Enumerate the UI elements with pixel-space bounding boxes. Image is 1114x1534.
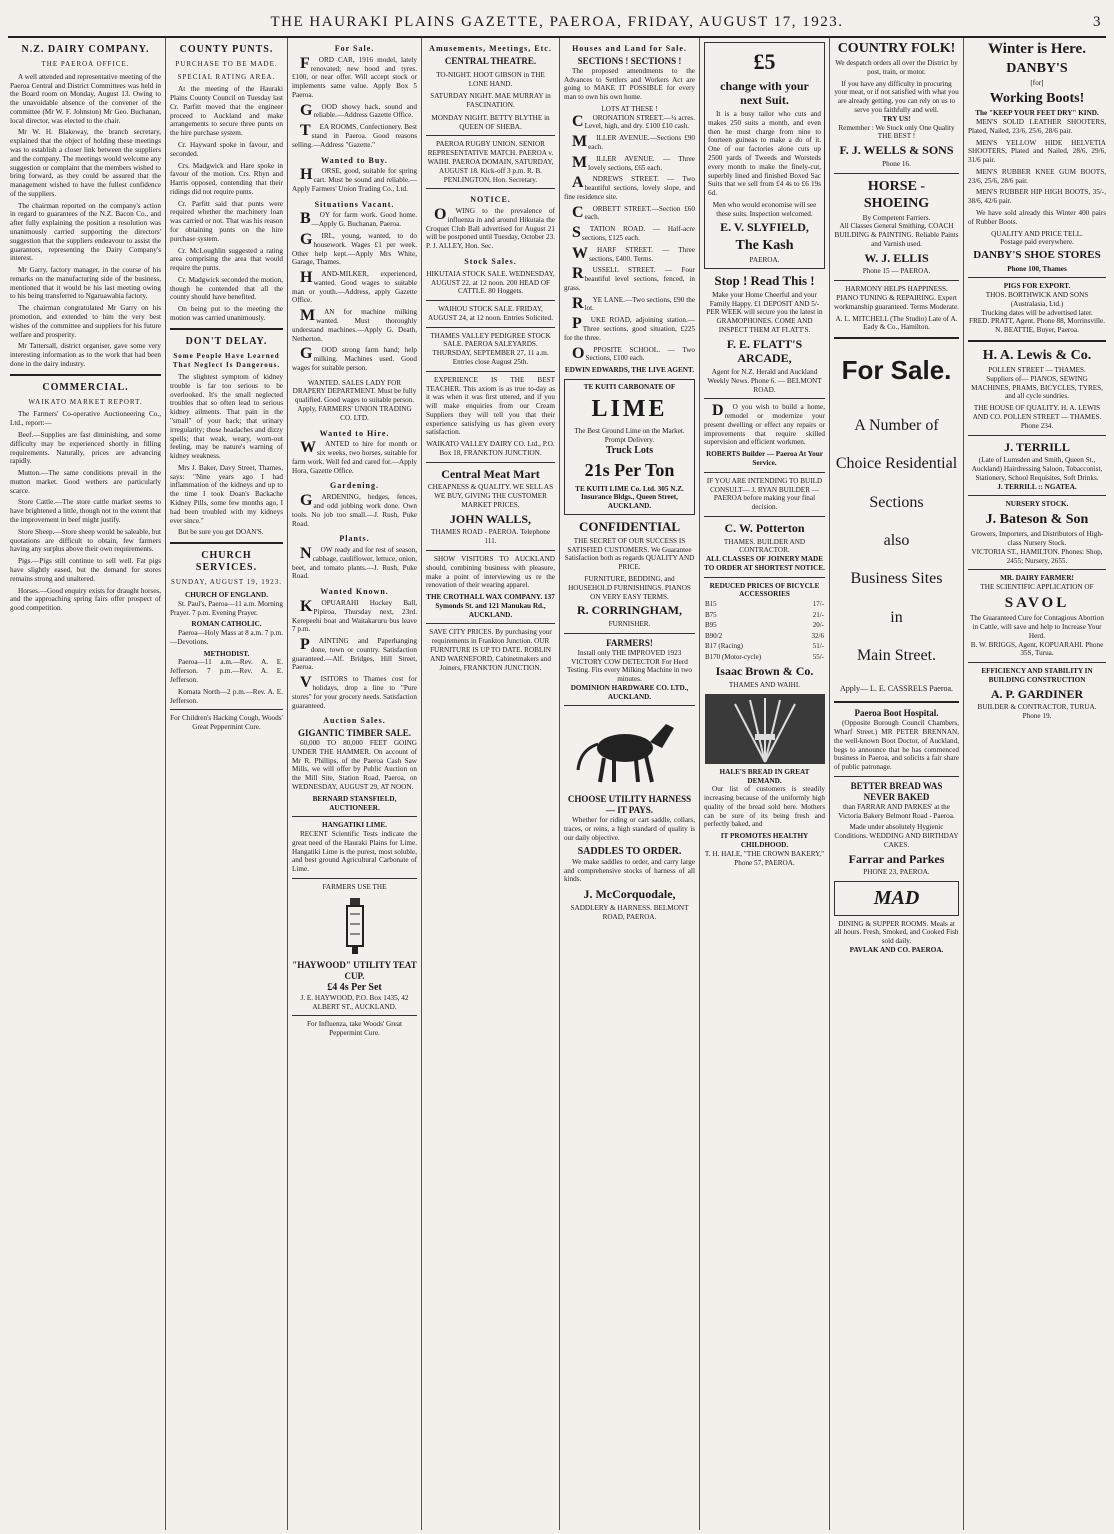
land-listing: WHARF STREET. — Three sections, £400. Terms. — [572, 244, 695, 263]
lime-ad-price: 21s Per Ton — [584, 459, 675, 480]
efficiency-heading: EFFICIENCY AND STABILITY IN BUILDING CONSTRUCTION — [981, 667, 1093, 684]
table-cell: 21/- — [812, 610, 824, 619]
classified-ad: GIRL, young, wanted, to do housework. Wages £1 per week. Other help kept.—Apply Mrs White, Garage, Thames. — [292, 230, 417, 267]
divider — [170, 542, 283, 544]
farmers-body: Install only THE IMPROVED 1923 VICTORY COW DETECTOR For Herd Testing. Fits every Milking Machine in two minutes. — [566, 648, 693, 684]
page-number: 3 — [1093, 14, 1102, 30]
paragraph: The chairman congratulated Mr Garry on his promotion, and extended to him the very best wishes of the committee and suppliers for his future welfare and prosperity. — [10, 304, 161, 339]
church-entry: Paeroa—11 a.m.—Rev. A. E. Jefferson. 7 p.m.—Rev. A. E. Jefferson. — [170, 658, 283, 685]
piano-tuning: HARMONY HELPS HAPPINESS. PIANO TUNING & REPAIRING. Expert workmanship guaranteed. Terms Moderate. — [834, 285, 959, 311]
land-listing: RUSSELL STREET. — Four beautiful level sections, fenced, in grass. — [564, 265, 695, 292]
article-heading: COUNTY PUNTS. — [179, 44, 274, 55]
paragraph: Crs. Madgwick and Hare spoke in favour of the motion. Crs. Rhyn and Harris opposed, contending that their ridings did not require punts. — [170, 161, 283, 196]
isaac-brown-sub: THAMES AND WAIHI. — [728, 681, 801, 690]
table-cell: B15 — [705, 600, 717, 609]
divider — [834, 173, 959, 174]
notice-body: OWING to the prevalence of influenza in and around Hikutaia the Croquet Club Ball advertised for August 21 will be postponed until Tuesday, October 23. P. J. ALLEY, Hon. Sec. — [426, 206, 555, 251]
classified-ad: TEA ROOMS, Confectionery. Best stand in Paeroa. Good reasons selling.—Address "Gazette." — [292, 122, 417, 149]
slyfield-name: E. V. SLYFIELD, — [720, 220, 809, 235]
table-row — [704, 631, 825, 642]
footer-note: For Influenza, take Woods' Great Peppermint Cure. — [307, 1020, 402, 1038]
land-listing: STATION ROAD. — Half-acre sections, £125 each. — [572, 224, 695, 242]
suit-tagline: change with your next Suit. — [720, 78, 809, 108]
lime-ad-sub: The Best Ground Lime on the Market. Prompt Delivery. — [574, 426, 685, 444]
classified-ad: MAN for machine milking wanted. Must thoroughly understand machines.—Apply G. Death, Netherton. — [292, 307, 417, 343]
paragraph: Cr. Parfitt said that punts were required whether the machinery loan was carried or not. That was his reason for obtaining punts on the hire purchase system. — [170, 199, 283, 243]
gardiner-phone: Phone 19. — [1022, 712, 1052, 721]
divider — [292, 816, 417, 817]
quality-note: QUALITY AND PRICE TELL. — [991, 229, 1083, 238]
paragraph: But be sure you get DOAN'S. — [178, 528, 264, 537]
lime-ad-truck: Truck Lots — [605, 444, 654, 456]
try-us: TRY US! — [882, 114, 911, 123]
sections-body: The proposed amendments to the Advances to Settlers and Workers Act are going to MAKE IT POSSIBLE for every man to own his own home. — [564, 66, 695, 102]
table-cell: B17 (Racing) — [705, 642, 743, 651]
classified-ad: GOOD showy hack, sound and reliable.—Address Gazette Office. — [300, 101, 417, 120]
boot-hospital-heading: Paeroa Boot Hospital. — [854, 708, 939, 719]
bateson-sub: Growers, Importers, and Distributors of High-class Nursery Stock. — [970, 530, 1104, 547]
church-entry: St. Paul's, Paeroa—11 a.m. Morning Prayer. 7 p.m. Evening Prayer. — [170, 599, 283, 617]
auction-body: 60,000 TO 80,000 FEET GOING UNDER THE HAMMER. On account of Mr R. Phillips, of the Paeroa Cash Saw Mills, we will offer by Public Auction on the Mill Site, Station Road, Paeroa, on WEDNESDAY, AUGUST 29, AT NOON. — [292, 739, 417, 791]
land-listing: CORBETT STREET.—Section £60 each. — [572, 203, 695, 222]
show-listing: TO-NIGHT. HOOT GIBSON in THE LONE HAND. — [436, 70, 545, 88]
divider — [426, 623, 555, 624]
harness-heading: CHOOSE UTILITY HARNESS — IT PAYS. — [567, 794, 692, 816]
potterton-sub: THAMES. BUILDER AND CONTRACTOR. — [723, 537, 806, 555]
winter-heading: Winter is Here. — [988, 41, 1086, 57]
paragraph: Mr W. H. Blakeway, the branch secretary, explained that the object of holding these meetings was to establish a closer link between the suppliers and the company. The meetings would welcome any suggestion or complaint that the members wished to bring forward, as they could be assured that the management wished to have the fullest confidence of the suppliers. — [10, 128, 161, 198]
divider — [426, 300, 555, 301]
mccorquodale-name: J. McCorquodale, — [583, 887, 676, 902]
column-3 — [288, 38, 422, 1530]
harness-body: Whether for riding or cart saddle, collars, traces, or reins, a high standard of quality is our daily objective. — [564, 816, 695, 842]
section-heading: Amusements, Meetings, Etc. — [429, 44, 552, 53]
wells-name: F. J. WELLS & SONS — [839, 143, 954, 158]
divider — [426, 327, 555, 328]
paragraph: Store Sheep.—Store sheep would be saleable, but quotations are difficult to obtain, few farmers having any surplus above their own requirements. — [10, 527, 161, 554]
table-row — [704, 620, 825, 631]
table-cell: B95 — [705, 621, 717, 630]
land-listing: CORONATION STREET.—¼ acres. Level, high, and dry. £100 £10 cash. — [572, 112, 695, 131]
pigs-note: Trucking dates will be advertised later. — [981, 308, 1093, 317]
section-heading: NOTICE. — [470, 195, 511, 205]
paragraph: Pigs.—Pigs still continue to sell well. Fat pigs have slightly eased, but the demand for stores remains strong and unaltered. — [10, 557, 161, 583]
section-heading: Gardening. — [330, 481, 379, 491]
section-heading: Auction Sales. — [323, 716, 386, 726]
lime-body: RECENT Scientific Tests indicate the great need of the Hauraki Plains for Lime. Hangatiki Lime is the purest, most soluble, and best ground Agricultural Carbonate of Lime. — [292, 830, 417, 874]
lewis-name: H. A. Lewis & Co. — [982, 348, 1092, 364]
column-6 — [700, 38, 830, 1530]
divider — [968, 435, 1106, 436]
suit-body: It is a busy tailor who cuts and makes 250 suits a month, and even then he must charge from nine to fourteen guineas to make a do of it. One of our factories alone cuts up 2500 yards of Tweeds and Worsteds every month to make the finely-cut, superbly lined and finished Boxed Sac Suits that we sell from £4 4s to £6 19s 6d. — [708, 110, 821, 198]
land-listing: OPPOSITE SCHOOL. — Two Sections, £100 each. — [572, 344, 695, 363]
section-heading: Wanted to Buy. — [321, 155, 388, 165]
article-heading: DON'T DELAY. — [185, 335, 268, 347]
confidential-body: THE SECRET OF OUR SUCCESS IS SATISFIED CUSTOMERS. We Guarantee Satisfaction both as regards QUALITY AND PRICE. — [564, 536, 695, 572]
dining-body: DINING & SUPPER ROOMS. Meals at all hours. Fresh, Smoked, and Cooked Fish sold daily. — [834, 919, 959, 946]
paragraph: Mrs J. Baker, Davy Street, Thames, says: "Nine years ago I had inflammation of the kidneys and up to the time I took Doan's Backache Kidney Pills, some few months ago, I had been troubled with my kidneys ever since." — [170, 463, 283, 525]
article-subheading: Some People Have Learned That Neglect Is Dangerous. — [172, 351, 281, 369]
confidential-body-2: FURNITURE, BEDDING, and HOUSEHOLD FURNISHINGS. PIANOS ON VERY EASY TERMS. — [568, 575, 691, 601]
boot-sold-note: We have sold already this Winter 400 pairs of Rubber Boots. — [968, 209, 1106, 226]
column-5 — [560, 38, 700, 1530]
divider — [170, 709, 283, 710]
flatt-name: F. E. FLATT'S ARCADE, — [726, 336, 803, 366]
paragraph: Horses.—Good enquiry exists for draught horses, and the approaching spring fairs offer prospect of good competition. — [10, 586, 161, 613]
cycles-price-table — [704, 599, 825, 662]
dairy-ad-signature: WAIKATO VALLEY DAIRY CO. Ltd., P.O. Box 18, FRANKTON JUNCTION. — [426, 440, 555, 457]
paragraph: On being put to the meeting the motion was carried unanimously. — [170, 305, 283, 322]
table-cell: B170 (Motor-cycle) — [705, 652, 762, 661]
country-folk-heading: COUNTRY FOLK! — [837, 41, 956, 56]
cycles-heading: REDUCED PRICES OF BICYCLE ACCESSORIES — [709, 581, 820, 599]
classified-ad: GOOD strong farm hand; help milking. Machines used. Good wages for suitable person. — [292, 345, 417, 372]
isaac-brown-name: Isaac Brown & Co. — [715, 664, 814, 679]
land-listing: RYE LANE.—Two sections, £90 the lot. — [572, 294, 695, 313]
boot-item: MEN'S RUBBER KNEE GUM BOOTS, 23/6, 25/6, 28/6 pair. — [968, 167, 1106, 185]
hale-tagline: IT PROMOTES HEALTHY CHILDHOOD. — [720, 832, 809, 850]
keep-feet-dry: The "KEEP YOUR FEET DRY" KIND. — [975, 109, 1099, 118]
ellis-name: W. J. ELLIS — [864, 250, 929, 265]
boot-item: MEN'S YELLOW HIDE HELVETIA SHOOTERS, Plated and Nailed, 28/6, 29/6, 31/6 pair. — [968, 138, 1106, 165]
table-cell: 32/6 — [811, 631, 824, 640]
classified-ad: PAINTING and Paperhanging done, town or country. Satisfaction guaranteed.—Alf. Bridges, Hill Street, Paeroa. — [292, 636, 417, 672]
classified-ad: GARDENING, hedges, fences, and odd jobbing work done. Own tools. No job too small.—J. Rush, Puke Road. — [292, 492, 417, 528]
mad-logo: MAD — [834, 881, 959, 915]
divider — [170, 328, 283, 330]
masthead — [8, 14, 1106, 38]
lime-ad-word: LIME — [591, 395, 668, 422]
remember-note: Remember : We Stock only One Quality THE BEST ! — [838, 123, 955, 141]
hale-signature: T. H. HALE, "THE CROWN BAKERY," Phone 57, PAEROA. — [704, 849, 825, 867]
divider — [426, 462, 555, 463]
postage-note: Postage paid everywhere. — [1000, 238, 1074, 247]
mccorquodale-sub: SADDLERY & HARNESS. BELMONT ROAD, PAEROA. — [570, 903, 689, 921]
table-row — [704, 641, 825, 652]
church-heading: ROMAN CATHOLIC. — [191, 620, 262, 629]
article-subheading: SPECIAL RATING AREA. — [177, 72, 276, 81]
paragraph: The Farmers' Co-operative Auctioneering Co., Ltd., report:— — [10, 410, 161, 428]
paragraph: The slightest symptom of kidney trouble is far too serious to be overlooked. It's the small neglected troubles that so often lead to serious kidney ailments. That pain in the "small" of your back; that urinary irregularity; those headaches and dizzy spells; that weak, weary, worn-out feeling, may be nature's warning of kidney weakness. — [170, 373, 283, 461]
divider — [834, 280, 959, 281]
briggs-signature: B. W. BRIGGS, Agent, KOPUARAHI. Phone 35S, Turua. — [970, 640, 1104, 658]
article-subheading: THE PAEROA OFFICE. — [41, 60, 130, 69]
article-subheading: WAIKATO MARKET REPORT. — [28, 397, 143, 406]
lime-title: HANGATIKI LIME. — [322, 821, 387, 830]
paragraph: Cr. McLoughlin suggested a rating area comprising the area that would require the punts. — [170, 246, 283, 273]
land-listing: ANDREWS STREET. — Two beautiful sections, lovely slope, and fine residence site. — [564, 174, 695, 201]
pigs-company: THOS. BORTHWICK AND SONS (Australasia, Ltd.) — [985, 291, 1089, 308]
potterton-name: C. W. Potterton — [724, 520, 805, 535]
paragraph: At the meeting of the Hauraki Plains County Council on Tuesday last Cr. Parfitt moved that the engineer proceed to Auckland and make arrangements to secure three punts on the hire purchase system. — [170, 85, 283, 138]
lime-ad-heading: TE KUITI CARBONATE OF — [583, 382, 676, 391]
flatt-sub: Agent for N.Z. Herald and Auckland Weekly News. Phone 6. — BELMONT ROAD. — [707, 367, 822, 394]
danby-stores: DANBY'S SHOE STORES — [973, 249, 1101, 262]
classified-ad: KOPUARAHI Hockey Ball, Pipiroa, Thursday next, 23rd. Kerepeehi boat and Waitakaruru bus leave 7 p.m. — [292, 597, 417, 634]
divider — [292, 1015, 417, 1016]
section-heading: Plants. — [339, 534, 370, 544]
table-row — [704, 652, 825, 663]
paragraph: Beef.—Supplies are fast diminishing, and some difficulty may be experienced shortly in filling requirements. Naturally, prices are advancing rapidly. — [10, 431, 161, 466]
bread-heading: BETTER BREAD WAS NEVER BAKED — [850, 780, 943, 802]
dairy-ad-body: EXPERIENCE IS THE BEST TEACHER. This axiom is as true to-day as it was when it was first uttered, and if you will make enquiries from our Cream Suppliers they will tell you that their experience satisfying us has given every satisfaction. — [426, 375, 555, 437]
meat-mart-address: THAMES ROAD - PAEROA. Telephone 111. — [430, 528, 551, 546]
section-heading: Houses and Land for Sale. — [572, 44, 687, 53]
hale-body: Our list of customers is steadily increasing because of the uniformly high quality of the bread sold here. Mothers can be sure of its being fresh and perfectly baked, and — [704, 785, 825, 829]
pigs-heading: PIGS FOR EXPORT. — [1003, 282, 1071, 291]
meat-mart-sub: CHEAPNESS & QUALITY. WE SELL AS WE BUY, GIVING THE CUSTOMER MARKET PRICES. — [427, 483, 554, 509]
section-heading: Wanted to Hire. — [319, 428, 390, 438]
table-cell: 20/- — [812, 621, 824, 630]
article-heading: COMMERCIAL. — [42, 381, 129, 393]
ryan-ad: IF YOU ARE INTENDING TO BUILD CONSULT— J. RYAN BUILDER — PAEROA before making your final decision. — [706, 476, 823, 512]
roberts-body: DO you wish to build a home, remodel or modernize your present dwelling or effect any repairs or improvements that require skilled supervision and efficient workmen. — [704, 402, 825, 447]
meat-mart-heading: Central Meat Mart — [441, 466, 540, 481]
section-heading: Stock Sales. — [464, 256, 517, 266]
meat-mart-name: JOHN WALLS, — [449, 511, 532, 526]
divider — [10, 374, 161, 376]
nursery-heading: NURSERY STOCK. — [1005, 500, 1069, 509]
table-cell: B90/2 — [705, 631, 723, 640]
dominion-signature: DOMINION HARDWARE CO. LTD., AUCKLAND. — [570, 683, 689, 701]
auction-signature: BERNARD STANSFIELD, AUCTIONEER. — [312, 794, 397, 812]
land-listing: MILLER AVENUE. — Three lovely sections, £65 each. — [572, 153, 695, 172]
divider — [968, 277, 1106, 278]
corringham-name: R. CORRINGHAM, — [577, 603, 682, 618]
show-listing: MONDAY NIGHT. BETTY BLYTHE in QUEEN OF SHEBA. — [431, 113, 550, 131]
terrill-name: J. TERRILL — [1004, 439, 1070, 454]
working-boots: Working Boots! — [989, 91, 1085, 107]
column-8 — [964, 38, 1110, 1530]
for-sale-line: Sections — [869, 493, 924, 511]
wheat-sheaf-icon — [705, 694, 825, 764]
stop-heading: Stop ! Read This ! — [714, 272, 815, 288]
savol-name: SAVOL — [1004, 594, 1070, 611]
show-listing: SATURDAY NIGHT. MAE MURRAY in FASCINATION. — [430, 92, 551, 110]
divider — [426, 371, 555, 372]
divider — [968, 569, 1106, 570]
bread-body-2: Made under absolutely Hygienic Conditions. WEDDING AND BIRTHDAY CAKES. — [834, 823, 959, 850]
potterton-body: ALL CLASSES OF JOINERY MADE TO ORDER AT SHORTEST NOTICE. — [704, 555, 825, 572]
column-1 — [6, 38, 166, 1530]
column-4 — [422, 38, 560, 1530]
article-subheading: SUNDAY, AUGUST 19, 1923. — [170, 578, 282, 587]
table-row — [704, 599, 825, 610]
classified-ad: HORSE, good, suitable for spring cart. Must be sound and reliable.—Apply Farmers' Union Trading Co., Ltd. — [292, 166, 417, 193]
gardiner-name: A. P. GARDINER — [990, 686, 1084, 701]
footer-note: For Children's Hacking Cough, Woods' Great Peppermint Cure. — [170, 714, 283, 732]
lewis-sub: POLLEN STREET — THAMES. — [988, 366, 1086, 375]
rugby-notice: PAEROA RUGBY UNION. SENIOR REPRESENTATIVE MATCH. PAEROA v. WAIHI. PAEROA DOMAIN, SATURDAY, AUGUST 18. Kick-off 3 p.m. R. B. PENLINGTON, Hon. Secretary. — [427, 140, 554, 184]
savol-heading: MR. DAIRY FARMER! — [1000, 574, 1074, 583]
classified-ad: NOW ready and for rest of season, cabbage, cauliflower, lettuce, onion, beet, and tomato plants.—J. Rush, Puke Road. — [292, 545, 417, 581]
auction-title: GIGANTIC TIMBER SALE. — [297, 728, 412, 739]
section-heading: Situations Vacant. — [314, 199, 395, 209]
kash-name: The Kash — [735, 238, 794, 254]
confidential-heading: CONFIDENTIAL — [578, 519, 681, 535]
lime-ad-company: TE KUITI LIME Co. Ltd. 305 N.Z. Insurance Bldgs., Queen Street, AUCKLAND. — [575, 484, 684, 511]
gardiner-sub: BUILDER & CONTRACTOR, TURUA. — [977, 703, 1097, 712]
horse-shoeing-heading: HORSE - SHOEING — [863, 178, 930, 211]
stock-sale: HIKUTAIA STOCK SALE. WEDNESDAY, AUGUST 22, at 12 noon. 200 HEAD OF CATTLE. 80 Hoggets. — [426, 269, 555, 296]
danby-for: [for] — [1030, 79, 1044, 88]
lime-ad — [564, 379, 695, 515]
article-heading: N.Z. DAIRY COMPANY. — [21, 44, 150, 55]
paragraph: Store Cattle.—The store cattle market seems to have brightened a little, though not to the extent that the improvement in beef might justify. — [10, 498, 161, 525]
divider — [968, 495, 1106, 496]
danby-name: DANBY'S — [1006, 61, 1068, 77]
classified-ad: FORD CAR, 1916 model, lately renovated; new hood and tyres. £100, or near offer. Will accept stock or implements same value. Apply Box 5 Paeroa. — [292, 54, 417, 99]
bateson-address: VICTORIA ST., HAMILTON. Phones: Shop, 2455; Nursery, 2655. — [971, 547, 1103, 565]
hale-heading: HALE'S BREAD IN GREAT DEMAND. — [719, 767, 810, 785]
divider — [292, 878, 417, 879]
paragraph: Cr. Hayward spoke in favour, and seconded. — [170, 140, 283, 158]
divider — [704, 577, 825, 578]
for-sale-heading: For Sale. — [841, 355, 952, 386]
terrill-signature: J. TERRILL :: NGATEA. — [997, 482, 1077, 491]
land-listing: MILLER AVENUE.—Sections £90 each. — [572, 133, 695, 151]
show-visitors: SHOW VISITORS TO AUCKLAND should, combining business with pleasure, make a point of interviewing us re the renovation of their wearing apparel. — [426, 554, 555, 590]
lewis-body-2: THE HOUSE OF QUALITY. H. A. LEWIS AND CO. POLLEN STREET — THAMES. Phone 234. — [972, 404, 1102, 430]
teat-cup-address: J. E. HAYWOOD, P.O. Box 1435, 42 ALBERT ST., AUCKLAND. — [300, 993, 409, 1011]
for-sale-signature: Apply— L. E. CASSRELS Paeroa. — [839, 683, 954, 693]
column-7 — [830, 38, 964, 1530]
suit-note: Men who would economise will see these suits. Inspection welcomed. — [712, 200, 817, 218]
country-folk-body: We despatch orders all over the District by post, train, or motor. — [835, 59, 958, 76]
table-cell: 51/- — [812, 642, 824, 651]
pratt-signature: FRED. PRATT, Agent. Phone 88, Morrinsville. N. BEATTIE, Buyer, Paeroa. — [968, 317, 1106, 335]
for-sale-line: Choice Residential — [835, 455, 958, 473]
save-city-prices: SAVE CITY PRICES. By purchasing your requirements in Frankton Junction. OUR FURNITURE IS UP TO DATE. ROBLIN AND WARNEFORD, Cabinetmakers and Joiners, FRANKTON JUNCTION. — [429, 628, 552, 672]
church-heading: METHODIST. — [203, 649, 250, 658]
column-2 — [166, 38, 288, 1530]
boot-hospital-body: (Opposite Borough Council Chambers, Wharf Street.) MR PETER BRENNAN, the well-known Boot Doctor, of Auckland, begs to announce that he has commenced business in Paeroa, and solicits a fair share of public patronage. — [834, 719, 959, 772]
for-sale-line: A Number of — [854, 416, 939, 434]
stock-sale: THAMES VALLEY PEDIGREE STOCK SALE. PAEROA SALEYARDS. THURSDAY, SEPTEMBER 27, 11 a.m. Entries close August 25th. — [430, 331, 551, 366]
divider — [426, 135, 555, 136]
divider — [426, 188, 555, 189]
masthead-title: THE HAURAKI PLAINS GAZETTE, PAEROA, FRIDAY, AUGUST 17, 1923. — [270, 14, 844, 30]
for-sale-body — [834, 407, 959, 676]
crothall-signature: THE CROTHALL WAX COMPANY. 137 Symonds St. and 121 Manukau Rd., AUCKLAND. — [426, 593, 555, 619]
paragraph: Mutton.—The same conditions prevail in the mutton market. Good wethers are particularly scarce. — [10, 469, 161, 495]
paragraph: The chairman reported on the company's action in regard to guarantees of the N.Z. Bacon Co., and after fully explaining the position a resolution was unanimously carried supporting the directors' suggestion that the suppliers endeavour to assist the guarantors, representing the Dairy Company's interest. — [10, 201, 161, 263]
classified-ad: WANTED to hire for month or six weeks, two horses, suitable for farm work. Well fed and cared for.—Apply Hora, Gazette Office. — [292, 439, 417, 475]
roberts-signature: ROBERTS Builder — Paeroa At Your Service. — [706, 450, 823, 467]
wanted-box: WANTED. SALES LADY FOR DRAPERY DEPARTMENT. Must be fully qualified. Good wages to suitable person. Apply, FARMERS' UNION TRADING CO. LTD. — [292, 378, 417, 422]
paragraph: Mr Tattersall, district organiser, gave some very interesting information as to the work that had been done in the dairy industry. — [10, 342, 161, 368]
divider — [704, 398, 825, 399]
farrar-phone: PHONE 23, PAEROA. — [863, 868, 930, 877]
savol-body: The Guaranteed Cure for Contagious Abortion in Cattle, will save and help to Increase Your Herd. — [970, 614, 1104, 640]
lots-heading: LOTS AT THESE ! — [601, 104, 658, 113]
classified-ad: HAND-MILKER, experienced, wanted. Good wages to suitable man or youth.—Address, apply Gazette Office. — [292, 269, 417, 305]
bread-body: than FARRAR AND PARKES' at the Victoria Bakery Belmont Road - Paeroa. — [838, 802, 955, 820]
stock-sale: WAIHOU STOCK SALE. FRIDAY, AUGUST 24, at 12 noon. Entries Solicited. — [427, 305, 554, 322]
stop-body: Make your Home Cheerful and your Family Happy. £1 DEPOSIT AND 5/- PER WEEK will secure you the latest in GRAMOPHONES. COME AND INSPECT THEM AT FLATT'S. — [706, 290, 823, 334]
horse-harness-icon — [570, 710, 690, 790]
bateson-name: J. Bateson & Son — [985, 512, 1089, 528]
divider — [834, 701, 959, 703]
mitchell-signature: A. L. MITCHELL (The Studio) Late of A. Eady & Co., Hamilton. — [835, 314, 958, 332]
table-cell: 55/- — [812, 652, 824, 661]
paragraph: Cr. Madgwick seconded the motion, though he contended that all the county should have benefited. — [170, 275, 283, 302]
sections-heading: SECTIONS ! SECTIONS ! — [577, 55, 682, 66]
teat-cup-intro: FARMERS USE THE — [322, 883, 387, 891]
boot-item: MEN'S SOLID LEATHER SHOOTERS, Plated, Nailed, 23/6, 25/6, 28/6 pair. — [968, 118, 1106, 135]
saddles-body: We make saddles to order, and carry large and comprehensive stocks of harness of all kinds. — [564, 857, 695, 884]
divider — [968, 662, 1106, 663]
paragraph: Mr Garry, factory manager, in the course of his remarks on the manufacturing side of the business, mentioned that it would be his last meeting owing to his being transferred to Ngaruawahia factory. — [10, 266, 161, 301]
section-heading: For Sale. — [334, 44, 375, 53]
land-listing: PUKE ROAD, adjoining station.—Three sections, good situation, £225 for the three. — [564, 315, 695, 342]
saddles-heading: SADDLES TO ORDER. — [577, 845, 682, 857]
table-cell: B75 — [705, 610, 717, 619]
country-folk-body-2: If you have any difficulty in procuring your meat, or if not satisfied with what you are already getting, you can rely on us to serve you faithfully and well. — [834, 79, 959, 114]
divider — [426, 550, 555, 551]
church-entry: Komata North—2 p.m.—Rev. A. E. Jefferson. — [170, 687, 283, 705]
section-heading: Wanted Known. — [320, 587, 389, 597]
danby-phone: Phone 100, Thames — [1007, 264, 1067, 273]
teat-cup-price: £4 4s Per Set — [327, 981, 382, 993]
divider — [834, 337, 959, 339]
ellis-phone: Phone 15 — PAEROA. — [862, 267, 931, 276]
divider — [834, 776, 959, 777]
classified-ad: VISITORS to Thames cost for holidays, drop a line to "Pure stores" for your grocery needs. Satisfaction guaranteed. — [292, 674, 417, 710]
for-sale-line: in — [890, 608, 903, 626]
divider — [968, 340, 1106, 342]
teat-cup-icon — [340, 896, 370, 956]
corringham-sub: FURNISHER. — [608, 619, 651, 628]
article-heading: CHURCH SERVICES. — [195, 550, 258, 574]
table-row — [704, 610, 825, 621]
wells-phone: Phone 16. — [882, 159, 911, 168]
horse-shoeing-sub: By Competent Farriers. — [862, 213, 931, 222]
paragraph: A well attended and representative meeting of the Paeroa Central and District Committees was held in the Board room on Monday, August 13. Owing to the unavoidable absence of the convener of the committee (Mr W. F. Johnston) Mr Geo. Buchanan, local director, was elected to the chair. — [10, 72, 161, 125]
farrar-name: Farrar and Parkes — [848, 851, 945, 866]
savol-sub: THE SCIENTIFIC APPLICATION OF — [980, 583, 1094, 592]
table-cell: 17/- — [812, 600, 824, 609]
lewis-body: Suppliers of— PIANOS, SEWING MACHINES, PRAMS, BICYCLES, TYRES, and all cycle sundries. — [971, 374, 1103, 401]
for-sale-line: Main Street. — [856, 647, 937, 665]
terrill-body: (Late of Lumsden and Smith, Queen St., Auckland) Hairdressing Saloon, Tobacconist, Stationery, School Requisites, Soft Drinks. — [971, 456, 1103, 482]
teat-cup-name: "HAYWOOD" UTILITY TEAT CUP. — [292, 959, 417, 981]
for-sale-line: Business Sites — [850, 570, 943, 588]
divider — [704, 516, 825, 517]
land-agent: EDWIN EDWARDS, THE LIVE AGENT. — [564, 366, 695, 375]
classified-ad: BOY for farm work. Good home.—Apply G. Buchanan, Paeroa. — [300, 210, 417, 229]
farmers-heading: FARMERS! — [606, 637, 653, 648]
divider — [564, 633, 695, 634]
suit-ad — [704, 42, 825, 269]
church-entry: Paeroa—Holy Mass at 8 a.m. 7 p.m.—Devotions. — [170, 629, 283, 646]
divider — [564, 705, 695, 706]
pavlak-signature: PAVLAK AND CO. PAEROA. — [849, 945, 944, 954]
horse-shoeing-body: All Classes General Smithing. COACH BUILDING & PAINTING. Reliable Paints and Varnish used. — [834, 222, 959, 249]
article-subheading: PURCHASE TO BE MADE. — [175, 60, 278, 69]
for-sale-line: also — [883, 532, 910, 549]
kash-place: PAEROA. — [749, 256, 780, 265]
theatre-name: CENTRAL THEATRE. — [444, 55, 537, 66]
boot-item: MEN'S RUBBER HIP HIGH BOOTS, 35/-, 38/6, 42/6 pair. — [968, 188, 1106, 206]
divider — [704, 472, 825, 473]
suit-price: £5 — [753, 49, 776, 74]
church-heading: CHURCH OF ENGLAND. — [185, 591, 268, 599]
